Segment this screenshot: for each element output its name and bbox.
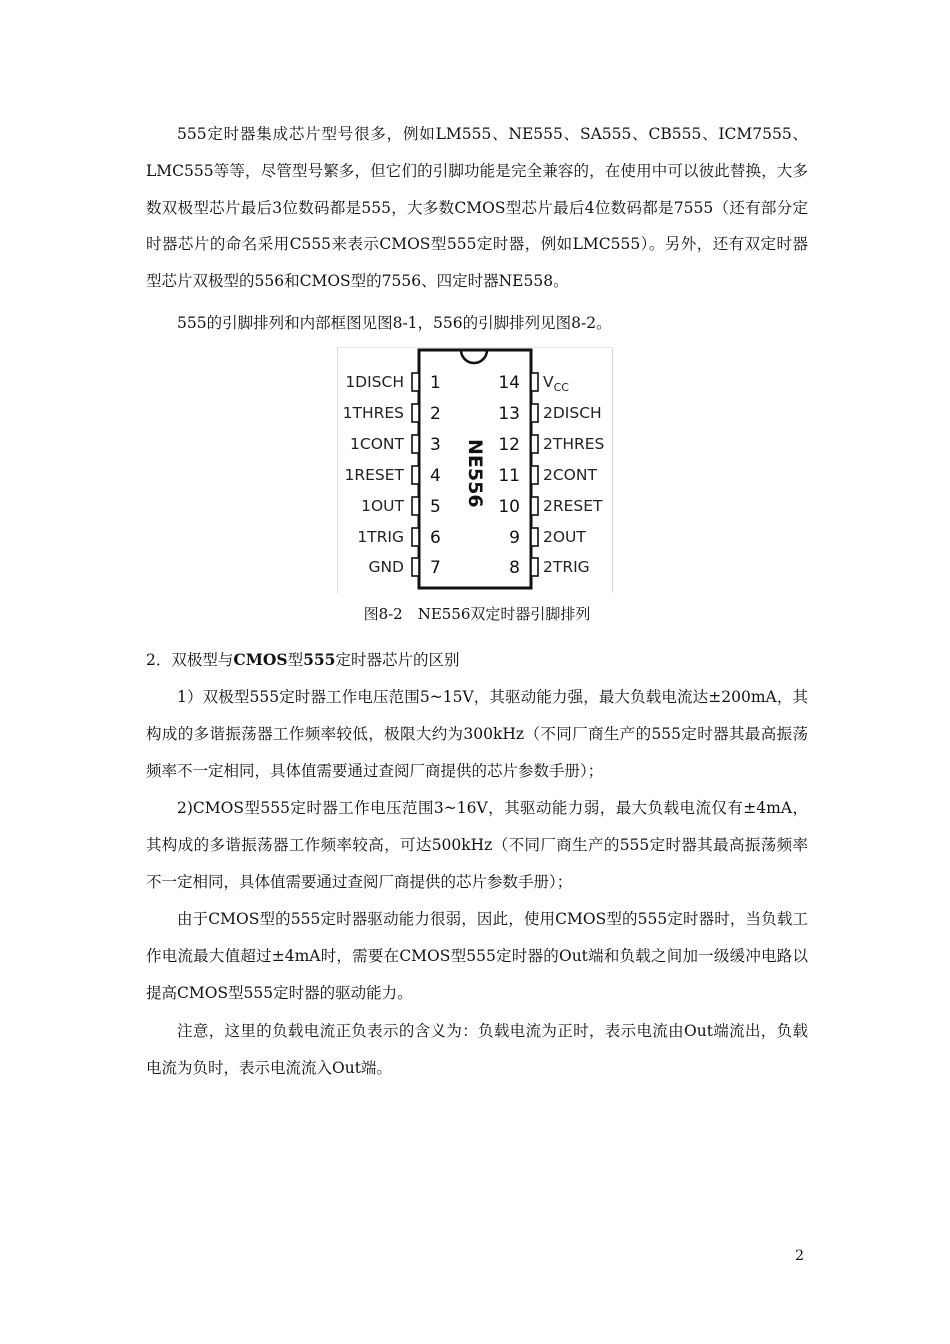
pin-lead-1	[412, 373, 419, 391]
pin-lead-3	[412, 435, 419, 453]
paragraph-pin-reference: 555的引脚排列和内部框图见图8-1，556的引脚排列见图8-2。	[177, 314, 612, 332]
ne556-pinout-figure	[337, 347, 613, 593]
pin-lead-7	[412, 558, 419, 576]
heading-555: 555	[303, 650, 336, 669]
heading-text-2: 型	[287, 651, 304, 669]
pin-label-4: 1RESET	[344, 466, 404, 484]
pin-label-10: 2RESET	[543, 497, 603, 515]
pin-lead-13	[531, 404, 538, 422]
section-heading	[146, 642, 808, 679]
pin-label-7: GND	[368, 558, 404, 576]
ne556-pinout-diagram	[337, 347, 613, 593]
pin-number-2: 2	[430, 404, 441, 424]
pin-number-6: 6	[430, 528, 441, 548]
pin-lead-4	[412, 466, 419, 484]
pin-label-5: 1OUT	[361, 497, 404, 515]
pin-number-3: 3	[430, 435, 441, 455]
pin-label-11: 2CONT	[543, 466, 597, 484]
pin-lead-5	[412, 497, 419, 515]
pin-number-1: 1	[430, 373, 441, 393]
pin-lead-8	[531, 558, 538, 576]
pin-label-9: 2OUT	[543, 528, 586, 546]
paragraph-bipolar-555: 1）双极型555定时器工作电压范围5~15V，其驱动能力强，最大负载电流达±200mA，其构成的多谐振荡器工作频率较低，极限大约为300kHz（不同厂商生产的555定时器其最高振荡频率不一定相同，具体值需要通过查阅厂商提供的芯片参数手册）；	[146, 688, 808, 780]
pin-label-6: 1TRIG	[357, 528, 404, 546]
pin-label-13: 2DISCH	[543, 404, 602, 422]
figure-caption: 图8-2 NE556双定时器引脚排列	[363, 605, 591, 623]
heading-text-3: 定时器芯片的区别	[335, 651, 460, 669]
pin-number-10: 10	[498, 497, 520, 517]
pin-label-8: 2TRIG	[543, 558, 590, 576]
pin-number-8: 8	[509, 558, 520, 578]
paragraph-chip-models: 555定时器集成芯片型号很多，例如LM555、NE555、SA555、CB555、ICM7555、LMC555等等，尽管型号繁多，但它们的引脚功能是完全兼容的，在使用中可以彼此替换，大多数双极型芯片最后3位数码都是555，大多数CMOS型芯片最后4位数码都是7555（还有部分定时器芯片的命名采用C555来表示CMOS型555定时器，例如LMC555）。另外，还有双定时器型芯片双极型的556和CMOS型的7556、四定时器NE558。	[146, 125, 808, 291]
pin-number-14: 14	[498, 373, 520, 393]
pin-lead-10	[531, 497, 538, 515]
pin-number-7: 7	[430, 558, 441, 578]
chip-name-label: NE556	[464, 439, 486, 508]
pin-label-14: $V_{CC}$	[543, 373, 569, 394]
heading-cmos: CMOS	[233, 650, 288, 669]
pin-number-11: 11	[498, 466, 520, 486]
pin-label-3: 1CONT	[350, 435, 404, 453]
heading-number: 2	[146, 651, 156, 669]
pin-lead-6	[412, 528, 419, 546]
pin-number-4: 4	[430, 466, 441, 486]
pin-label-2: 1THRES	[342, 404, 404, 422]
pin-lead-2	[412, 404, 419, 422]
pin-label-1: 1DISCH	[345, 373, 404, 391]
paragraph-cmos-555: 2)CMOS型555定时器工作电压范围3~16V，其驱动能力弱，最大负载电流仅有±4mA，其构成的多谐振荡器工作频率较高，可达500kHz（不同厂商生产的555定时器其最高振荡频率不一定相同，具体值需要通过查阅厂商提供的芯片参数手册）；	[146, 799, 808, 891]
pin-lead-12	[531, 435, 538, 453]
pin-lead-14	[531, 373, 538, 391]
pin-number-13: 13	[498, 404, 520, 424]
pin-lead-9	[531, 528, 538, 546]
paragraph-current-direction: 注意，这里的负载电流正负表示的含义为：负载电流为正时，表示电流由Out端流出，负载电流为负时，表示电流流入Out端。	[146, 1022, 808, 1077]
pin-label-12: 2THRES	[543, 435, 605, 453]
paragraph-buffer-note: 由于CMOS型的555定时器驱动能力很弱，因此，使用CMOS型的555定时器时，当负载工作电流最大值超过±4mA时，需要在CMOS型555定时器的Out端和负载之间加一级缓冲电路以提高CMOS型555定时器的驱动能力。	[146, 910, 808, 1002]
pin-number-12: 12	[498, 435, 520, 455]
pin-number-5: 5	[430, 497, 441, 517]
page-number: 2	[795, 1248, 804, 1264]
pin-lead-11	[531, 466, 538, 484]
heading-text-1: ．双极型与	[155, 651, 234, 669]
pin-number-9: 9	[509, 528, 520, 548]
